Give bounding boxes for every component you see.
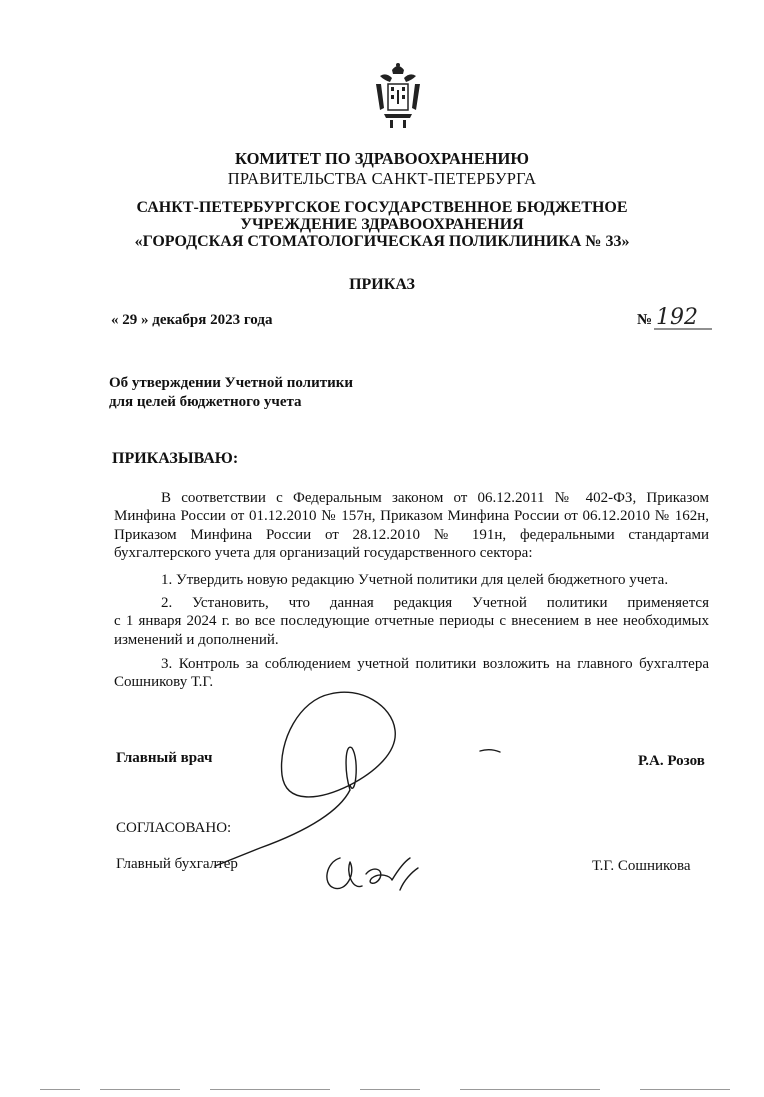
chief-accountant-signature <box>327 858 418 890</box>
order-number-label: № <box>637 312 653 328</box>
header-committee: КОМИТЕТ ПО ЗДРАВООХРАНЕНИЮ <box>235 149 529 168</box>
item-3 <box>114 655 709 692</box>
header-institution-line1: САНКТ-ПЕТЕРБУРГСКОЕ ГОСУДАРСТВЕННОЕ БЮДЖЕТНОЕ <box>136 199 628 216</box>
item-2 <box>114 594 709 649</box>
item-line: 2. Установить, что данная редакция Учетной политики применяется <box>161 595 709 611</box>
item-line: 3. Контроль за соблюдением учетной политики возложить на главного бухгалтера <box>161 656 709 672</box>
header-institution-line3: «ГОРОДСКАЯ СТОМАТОЛОГИЧЕСКАЯ ПОЛИКЛИНИКА № 33» <box>134 233 630 250</box>
scan-edge-artifacts <box>40 1088 740 1092</box>
paragraph-line: бухгалтерского учета для организаций государственного сектора: <box>114 545 533 562</box>
order-date: « 29 » декабря 2023 года <box>111 312 273 328</box>
paragraph-legal-basis <box>114 489 709 563</box>
document-type-title: ПРИКАЗ <box>349 276 415 293</box>
paragraph-line: Минфина России от 01.12.2010 № 157н, Приказом Минфина России от 06.12.2010 № 162н, <box>114 508 709 525</box>
order-subject <box>109 374 353 412</box>
header-institution-line2: УЧРЕЖДЕНИЕ ЗДРАВООХРАНЕНИЯ <box>240 216 524 233</box>
chief-doctor-title: Главный врач <box>116 750 213 766</box>
subject-line-2: для целей бюджетного учета <box>109 394 302 410</box>
agreed-label: СОГЛАСОВАНО: <box>116 820 232 836</box>
order-number-value: 192 <box>656 305 698 330</box>
coat-of-arms-emblem <box>370 62 426 132</box>
chief-doctor-name: Р.А. Розов <box>638 753 705 769</box>
order-number-handwritten <box>654 302 714 332</box>
item-line: с 1 января 2024 г. во все последующие отчетные периоды с внесением в нее необходимых <box>114 613 709 630</box>
subject-line-1: Об утверждении Учетной политики <box>109 375 354 391</box>
order-directive: ПРИКАЗЫВАЮ: <box>112 450 239 467</box>
paragraph-line: Приказом Минфина России от 28.12.2010 № 191н, федеральными стандартами <box>114 526 709 543</box>
header-government: ПРАВИТЕЛЬСТВА САНКТ-ПЕТЕРБУРГА <box>227 169 537 188</box>
item-line: Сошникову Т.Г. <box>114 674 214 691</box>
item-line: изменений и дополнений. <box>114 631 279 648</box>
item-line: 1. Утвердить новую редакцию Учетной политики для целей бюджетного учета. <box>161 572 669 588</box>
chief-doctor-signature <box>215 692 395 866</box>
chief-accountant-title: Главный бухгалтер <box>116 856 238 872</box>
item-1 <box>114 571 709 589</box>
paragraph-line: В соответствии с Федеральным законом от 06.12.2011 № 402-ФЗ, Приказом <box>161 490 709 506</box>
chief-accountant-name: Т.Г. Сошникова <box>592 858 691 874</box>
